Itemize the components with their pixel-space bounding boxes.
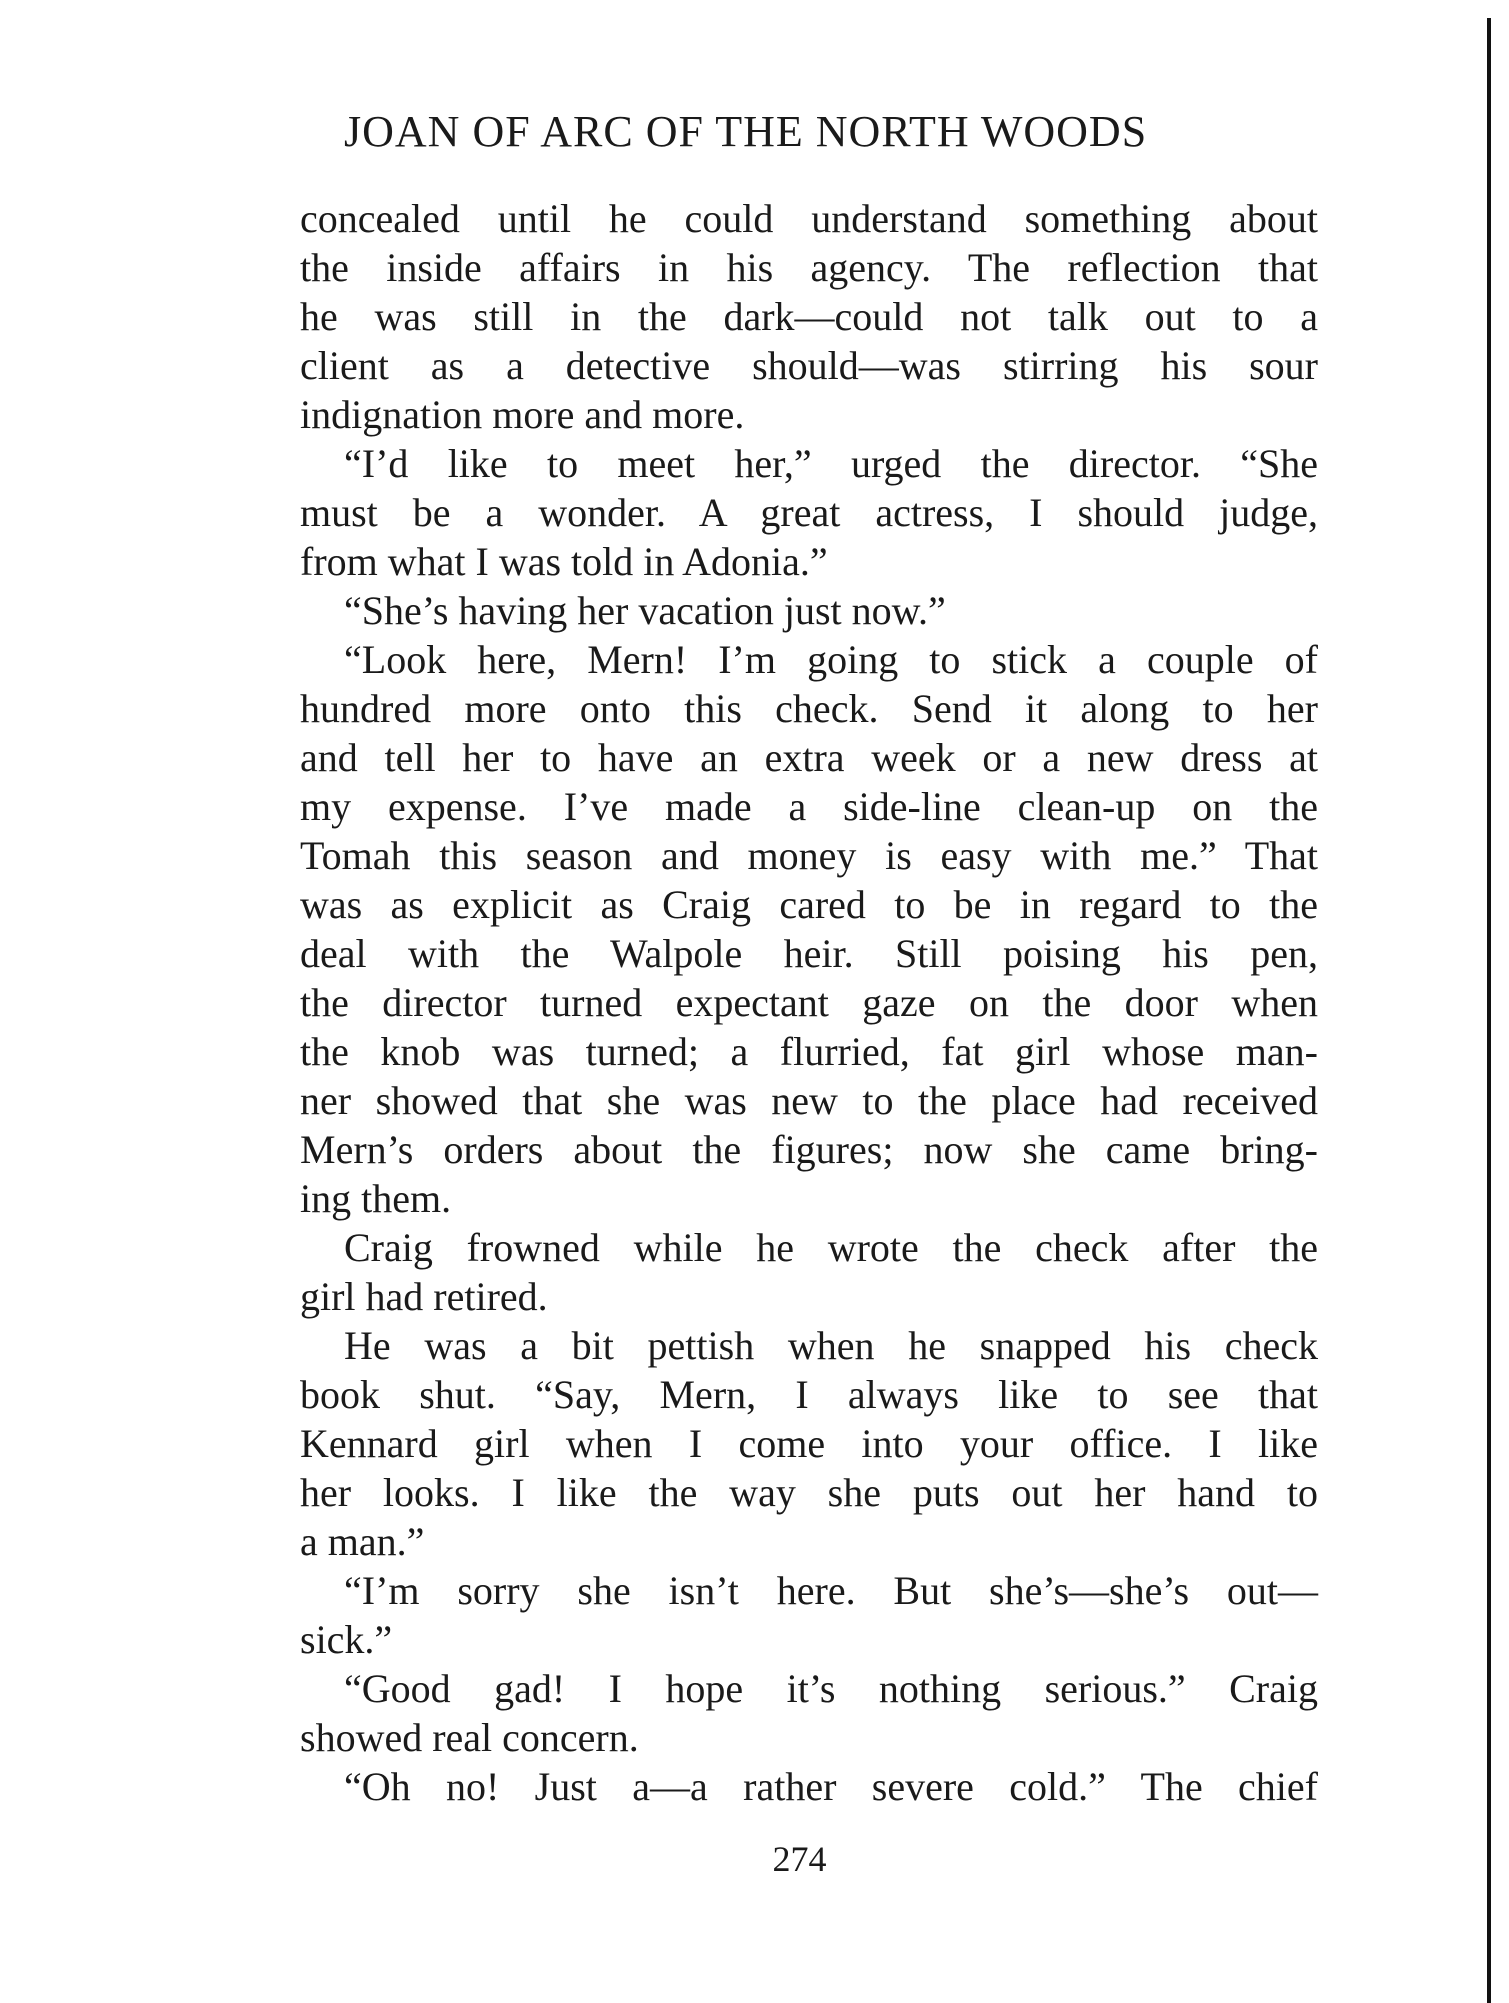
text-line: He was a bit pettish when he snapped his check xyxy=(344,1323,1318,1368)
text-line: Kennard girl when I come into your office. I like xyxy=(300,1421,1318,1466)
text-line: Craig frowned while he wrote the check after the xyxy=(344,1225,1318,1270)
page-edge-rule xyxy=(1487,18,1491,2003)
text-line: girl had retired. xyxy=(300,1274,548,1319)
text-line: ing them. xyxy=(300,1176,452,1221)
text-line: client as a detective should—was stirring his sour xyxy=(300,343,1318,388)
text-line: indignation more and more. xyxy=(300,392,745,437)
text-line: Mern’s orders about the figures; now she came bring- xyxy=(300,1127,1318,1172)
text-line: he was still in the dark—could not talk out to a xyxy=(300,294,1318,339)
running-head: JOAN OF ARC OF THE NORTH WOODS xyxy=(344,107,1148,156)
text-line: from what I was told in Adonia.” xyxy=(300,539,828,584)
text-line: “Good gad! I hope it’s nothing serious.” Craig xyxy=(344,1666,1318,1711)
text-line: “Oh no! Just a—a rather severe cold.” The chief xyxy=(344,1764,1318,1809)
text-line: a man.” xyxy=(300,1519,425,1564)
text-line: showed real concern. xyxy=(300,1715,639,1760)
text-line: book shut. “Say, Mern, I always like to see that xyxy=(300,1372,1318,1417)
text-line: “She’s having her vacation just now.” xyxy=(344,588,946,633)
page-number: 274 xyxy=(772,1839,827,1879)
text-line: the director turned expectant gaze on the door when xyxy=(300,980,1318,1025)
text-line: was as explicit as Craig cared to be in regard to the xyxy=(300,882,1318,927)
text-line: sick.” xyxy=(300,1617,393,1662)
text-line: ner showed that she was new to the place had received xyxy=(300,1078,1318,1123)
text-line: “Look here, Mern! I’m going to stick a couple of xyxy=(344,637,1318,682)
text-line: “I’m sorry she isn’t here. But she’s—she’s out— xyxy=(344,1568,1318,1613)
text-line: hundred more onto this check. Send it along to her xyxy=(300,686,1318,731)
text-line: the knob was turned; a flurried, fat girl whose man- xyxy=(300,1029,1318,1074)
text-line: her looks. I like the way she puts out her hand to xyxy=(300,1470,1318,1515)
text-line: my expense. I’ve made a side-line clean-up on the xyxy=(300,784,1318,829)
text-line: the inside affairs in his agency. The reflection that xyxy=(300,245,1318,290)
text-line: and tell her to have an extra week or a new dress at xyxy=(300,735,1318,780)
body-text xyxy=(300,194,1318,1811)
text-line: “I’d like to meet her,” urged the director. “She xyxy=(344,441,1318,486)
text-line: must be a wonder. A great actress, I should judge, xyxy=(300,490,1318,535)
text-line: deal with the Walpole heir. Still poising his pen, xyxy=(300,931,1318,976)
text-line: concealed until he could understand something about xyxy=(300,196,1318,241)
text-line: Tomah this season and money is easy with me.” That xyxy=(300,833,1318,878)
